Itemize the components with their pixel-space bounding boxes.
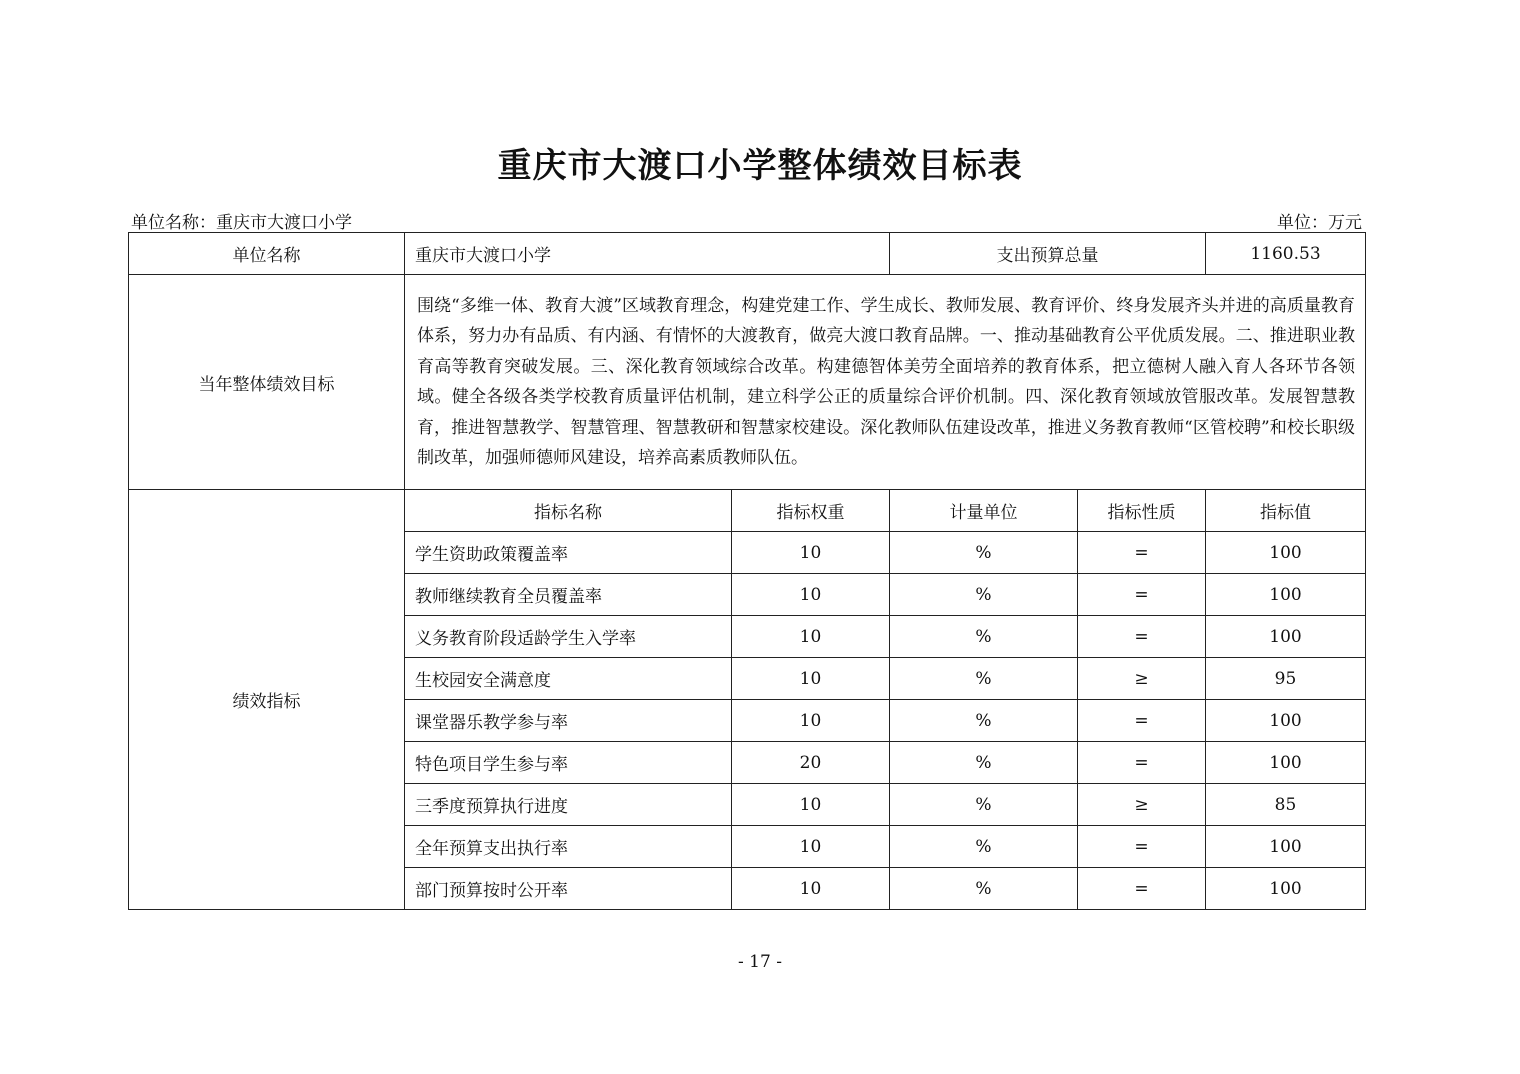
unit-name-value: 重庆市大渡口小学 (405, 233, 890, 275)
indicator-section-label: 绩效指标 (129, 490, 405, 910)
indicator-name: 部门预算按时公开率 (405, 868, 732, 910)
indicator-weight: 10 (732, 868, 890, 910)
goal-row (129, 275, 1366, 490)
indicator-weight: 10 (732, 658, 890, 700)
indicator-nature: = (1078, 826, 1206, 868)
unit-name-label: 单位名称 (129, 233, 405, 275)
indicator-weight: 20 (732, 742, 890, 784)
indicator-nature: ≥ (1078, 658, 1206, 700)
indicator-nature: ≥ (1078, 784, 1206, 826)
col-header-unit: 计量单位 (890, 490, 1078, 532)
col-header-value: 指标值 (1206, 490, 1366, 532)
indicator-nature: = (1078, 616, 1206, 658)
indicator-value: 100 (1206, 826, 1366, 868)
indicator-value: 100 (1206, 700, 1366, 742)
col-header-nature: 指标性质 (1078, 490, 1206, 532)
indicator-unit: % (890, 868, 1078, 910)
indicator-name: 特色项目学生参与率 (405, 742, 732, 784)
indicator-nature: = (1078, 868, 1206, 910)
goal-text: 围绕“多维一体、教育大渡”区域教育理念，构建党建工作、学生成长、教师发展、教育评价、终身发展齐头并进的高质量教育体系，努力办有品质、有内涵、有情怀的大渡教育，做亮大渡口教育品牌。一、推动基础教育公平优质发展。二、推进职业教育高等教育突破发展。三、深化教育领域综合改革。构建德智体美劳全面培养的教育体系，把立德树人融入育人各环节各领域。健全各级各类学校教育质量评估机制，建立科学公正的质量综合评价机制。四、深化教育领域放管服改革。发展智慧教育，推进智慧教学、智慧管理、智慧教研和智慧家校建设。深化教师队伍建设改革，推进义务教育教师“区管校聘”和校长职级制改革，加强师德师风建设，培养高素质教师队伍。 (405, 275, 1366, 490)
currency-unit-caption: 单位：万元 (1277, 213, 1362, 233)
indicator-weight: 10 (732, 826, 890, 868)
indicator-unit: % (890, 742, 1078, 784)
indicator-value: 100 (1206, 532, 1366, 574)
performance-target-table (128, 232, 1366, 910)
indicator-unit: % (890, 784, 1078, 826)
col-header-weight: 指标权重 (732, 490, 890, 532)
indicator-weight: 10 (732, 532, 890, 574)
indicator-name: 全年预算支出执行率 (405, 826, 732, 868)
indicator-name: 义务教育阶段适龄学生入学率 (405, 616, 732, 658)
indicator-nature: = (1078, 742, 1206, 784)
indicator-unit: % (890, 616, 1078, 658)
indicator-name: 课堂器乐教学参与率 (405, 700, 732, 742)
indicator-header-row (129, 490, 1366, 532)
indicator-value: 95 (1206, 658, 1366, 700)
indicator-value: 100 (1206, 616, 1366, 658)
indicator-value: 85 (1206, 784, 1366, 826)
indicator-name: 三季度预算执行进度 (405, 784, 732, 826)
page-title: 重庆市大渡口小学整体绩效目标表 (497, 146, 1023, 186)
indicator-nature: = (1078, 574, 1206, 616)
indicator-value: 100 (1206, 868, 1366, 910)
indicator-value: 100 (1206, 742, 1366, 784)
indicator-nature: = (1078, 700, 1206, 742)
indicator-weight: 10 (732, 616, 890, 658)
indicator-weight: 10 (732, 784, 890, 826)
indicator-unit: % (890, 658, 1078, 700)
indicator-weight: 10 (732, 574, 890, 616)
indicator-weight: 10 (732, 700, 890, 742)
goal-label: 当年整体绩效目标 (129, 275, 405, 490)
indicator-unit: % (890, 574, 1078, 616)
indicator-unit: % (890, 700, 1078, 742)
indicator-unit: % (890, 826, 1078, 868)
indicator-nature: = (1078, 532, 1206, 574)
budget-total-label: 支出预算总量 (890, 233, 1206, 275)
summary-row (129, 233, 1366, 275)
indicator-value: 100 (1206, 574, 1366, 616)
unit-name-caption: 单位名称：重庆市大渡口小学 (131, 213, 352, 233)
col-header-name: 指标名称 (405, 490, 732, 532)
indicator-unit: % (890, 532, 1078, 574)
page-number: - 17 - (738, 952, 782, 972)
indicator-name: 生校园安全满意度 (405, 658, 732, 700)
indicator-name: 学生资助政策覆盖率 (405, 532, 732, 574)
indicator-name: 教师继续教育全员覆盖率 (405, 574, 732, 616)
budget-total-value: 1160.53 (1206, 233, 1366, 275)
